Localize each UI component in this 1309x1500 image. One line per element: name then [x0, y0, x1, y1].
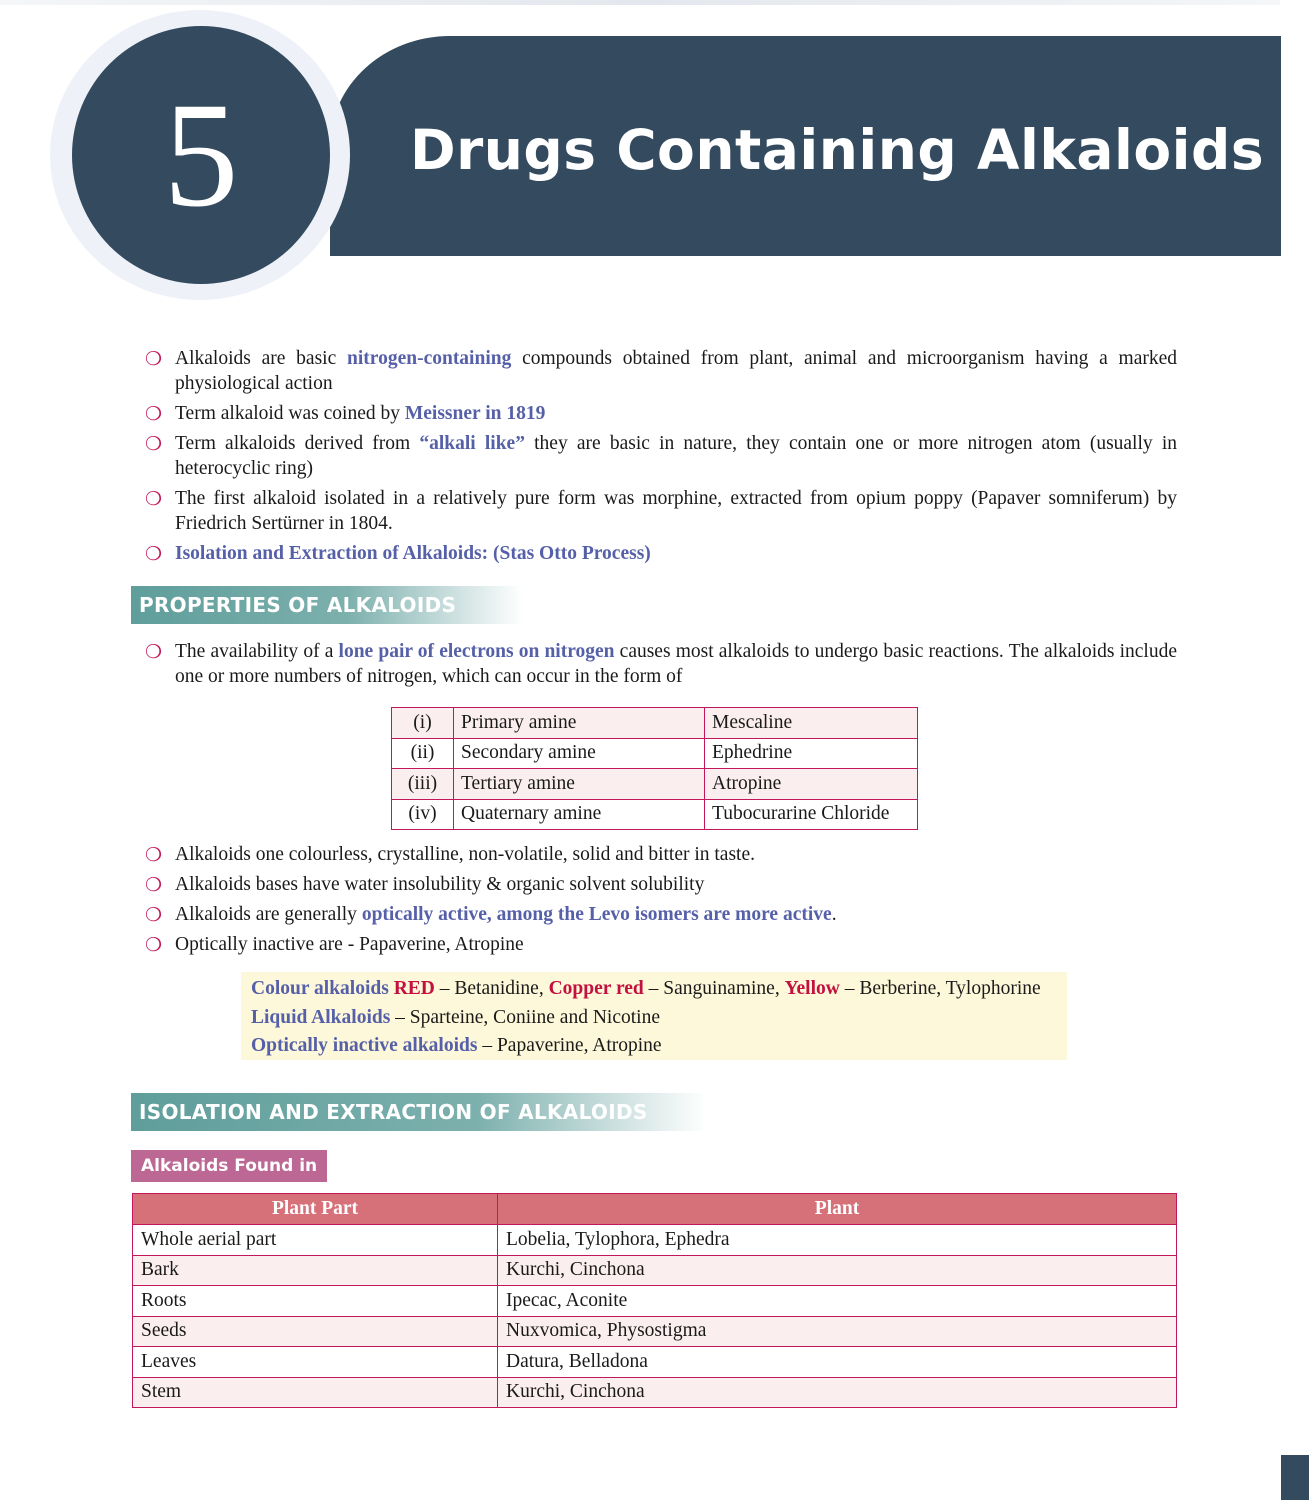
table-row	[133, 1347, 1177, 1378]
intro-bullet	[145, 401, 1177, 426]
ring-bullet-icon: ❍	[145, 543, 163, 565]
plant-part-cell: Seeds	[133, 1316, 498, 1347]
amine-number: (ii)	[392, 738, 454, 769]
amine-example: Tubocurarine Chloride	[705, 799, 918, 830]
note-line-optical	[251, 1032, 1057, 1061]
bullet-highlight: Meissner in 1819	[404, 403, 546, 424]
amine-number: (iii)	[392, 769, 454, 800]
bullet-text: Optically inactive are - Papaverine, Atropine	[175, 934, 524, 955]
property-bullet	[145, 902, 1177, 927]
bullet-text: Alkaloids are generally	[175, 904, 362, 925]
amine-type: Secondary amine	[454, 738, 705, 769]
bullet-text: The availability of a	[175, 641, 339, 662]
table-row	[133, 1316, 1177, 1347]
bullet-text: Alkaloids one colourless, crystalline, non-volatile, solid and bitter in taste.	[175, 844, 756, 865]
plant-part-cell: Whole aerial part	[133, 1225, 498, 1256]
amine-number: (i)	[392, 708, 454, 739]
bullet-text: Term alkaloids derived from	[175, 433, 420, 454]
note-text: – Sanguinamine,	[643, 978, 785, 999]
bullet-highlight: optically active, among the Levo isomers are more active	[361, 904, 832, 925]
amine-type: Primary amine	[454, 708, 705, 739]
property-bullet	[145, 932, 1177, 957]
amine-example: Atropine	[705, 769, 918, 800]
ring-bullet-icon: ❍	[145, 874, 163, 896]
plant-cell: Nuxvomica, Physostigma	[498, 1316, 1177, 1347]
note-text: – Papaverine, Atropine	[477, 1035, 662, 1056]
note-copper-label: Copper red	[548, 978, 644, 999]
ring-bullet-icon: ❍	[145, 433, 163, 455]
intro-bullet	[145, 431, 1177, 481]
property-bullet	[145, 872, 1177, 897]
table-row	[392, 708, 918, 739]
table-row	[133, 1225, 1177, 1256]
table-row	[392, 738, 918, 769]
note-label: Liquid Alkaloids	[251, 1006, 391, 1028]
note-yellow-label: Yellow	[784, 978, 840, 999]
bullet-text: .	[831, 904, 837, 925]
amine-example: Mescaline	[705, 708, 918, 739]
bullet-text: Term alkaloid was coined by	[175, 403, 405, 424]
note-line-colour	[251, 975, 1057, 1004]
plant-part-cell: Stem	[133, 1377, 498, 1408]
intro-bullet	[145, 486, 1177, 536]
amine-example: Ephedrine	[705, 738, 918, 769]
table-row	[133, 1377, 1177, 1408]
chapter-number: 5	[163, 72, 239, 238]
properties-bullet-list	[145, 842, 1177, 962]
bullet-highlight: “alkali like”	[419, 433, 525, 454]
amine-type: Quaternary amine	[454, 799, 705, 830]
top-decorative-strip	[0, 0, 1280, 5]
section-heading-properties: PROPERTIES OF ALKALOIDS	[131, 586, 523, 624]
table-row	[392, 799, 918, 830]
plant-cell: Ipecac, Aconite	[498, 1286, 1177, 1317]
plant-cell: Datura, Belladona	[498, 1347, 1177, 1378]
bullet-text: Alkaloids bases have water insolubility & organic solvent solubility	[175, 874, 705, 895]
property-bullet	[145, 842, 1177, 867]
intro-bullet	[145, 541, 1177, 566]
bullet-highlight: nitrogen-containing	[347, 348, 512, 369]
bullet-text: The first alkaloid isolated in a relatively pure form was morphine, extracted from opium poppy (Papaver somniferum) by Friedrich Sertürner in 1804.	[175, 488, 1177, 534]
amine-type: Tertiary amine	[454, 769, 705, 800]
ring-bullet-icon: ❍	[145, 348, 163, 370]
properties-lead-list	[145, 639, 1177, 694]
table-row	[133, 1286, 1177, 1317]
intro-bullet-list	[145, 346, 1177, 571]
chapter-title: Drugs Containing Alkaloids	[410, 118, 1265, 182]
bullet-text: compounds obtained from plant, animal and microorganism having a marked physiological action	[175, 348, 1177, 394]
ring-bullet-icon: ❍	[145, 844, 163, 866]
ring-bullet-icon: ❍	[145, 934, 163, 956]
amine-type-table	[391, 707, 918, 830]
table-header-row	[133, 1194, 1177, 1225]
subheading-alkaloids-found-in: Alkaloids Found in	[131, 1150, 327, 1182]
table-row	[133, 1255, 1177, 1286]
bullet-text: they are basic in nature, they contain one or more nitrogen atom (usually in heterocyclic ring)	[175, 433, 1177, 479]
ring-bullet-icon: ❍	[145, 488, 163, 510]
note-label: Colour alkaloids	[251, 978, 389, 999]
column-header-plant-part: Plant Part	[133, 1194, 498, 1225]
plant-part-table	[132, 1193, 1177, 1408]
plant-part-cell: Roots	[133, 1286, 498, 1317]
ring-bullet-icon: ❍	[145, 904, 163, 926]
note-text: – Sparteine, Coniine and Nicotine	[390, 1006, 660, 1028]
bullet-highlight: lone pair of electrons on nitrogen	[338, 641, 615, 662]
bullet-highlight: Isolation and Extraction of Alkaloids: (Stas Otto Process)	[175, 543, 651, 564]
ring-bullet-icon: ❍	[145, 403, 163, 425]
section-heading-isolation: ISOLATION AND EXTRACTION OF ALKALOIDS	[131, 1093, 706, 1131]
plant-cell: Kurchi, Cinchona	[498, 1255, 1177, 1286]
table-row	[392, 769, 918, 800]
ring-bullet-icon: ❍	[145, 641, 163, 663]
properties-lead-bullet	[145, 639, 1177, 689]
alkaloid-note-box	[241, 972, 1067, 1060]
note-text: – Betanidine,	[434, 978, 549, 999]
plant-part-cell: Bark	[133, 1255, 498, 1286]
note-line-liquid	[251, 1004, 1057, 1033]
amine-number: (iv)	[392, 799, 454, 830]
intro-bullet	[145, 346, 1177, 396]
plant-cell: Kurchi, Cinchona	[498, 1377, 1177, 1408]
note-red-label: RED	[393, 978, 435, 999]
page-corner-tab	[1281, 1455, 1309, 1500]
plant-part-cell: Leaves	[133, 1347, 498, 1378]
bullet-text: causes most alkaloids to undergo basic reactions. The alkaloids include one or more numbers of nitrogen, which can occur in the form of	[175, 641, 1177, 687]
plant-cell: Lobelia, Tylophora, Ephedra	[498, 1225, 1177, 1256]
column-header-plant: Plant	[498, 1194, 1177, 1225]
bullet-text: Alkaloids are basic	[175, 348, 348, 369]
note-label: Optically inactive alkaloids	[251, 1035, 478, 1056]
note-text: – Berberine, Tylophorine	[839, 978, 1041, 999]
